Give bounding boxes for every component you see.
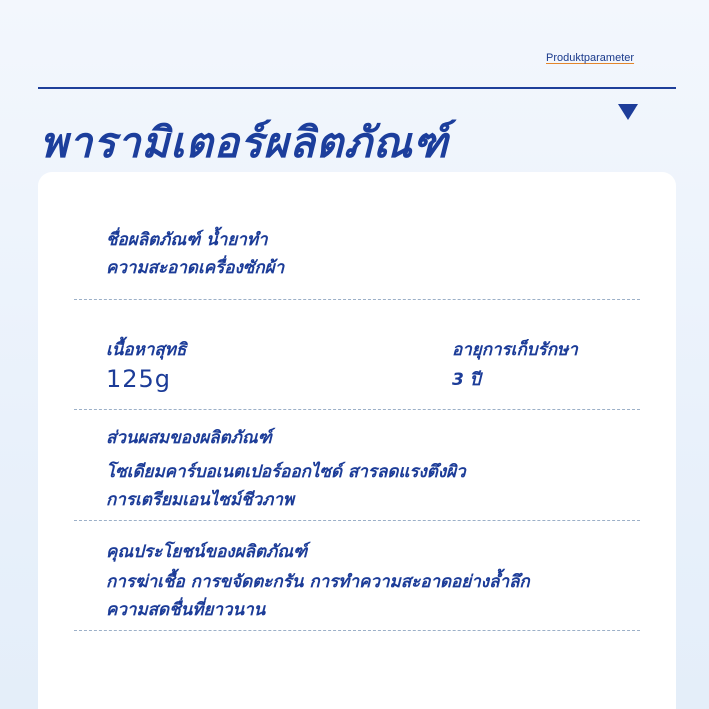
net-shelf-section	[106, 336, 678, 394]
divider	[74, 630, 640, 631]
shelf-life-column	[452, 336, 578, 394]
benefits-section	[106, 538, 678, 624]
header-rule	[38, 87, 676, 89]
ingredients-line2: การเตรียมเอนไซม์ชีวภาพ	[106, 490, 295, 510]
product-name-line1: ชื่อผลิตภัณฑ์ น้ำยาทำ	[106, 230, 268, 250]
parameter-card	[38, 172, 676, 709]
benefits-line1: การฆ่าเชื้อ การขจัดตะกรัน การทำความสะอาดอย่างล้ำลึก	[106, 572, 530, 592]
ingredients-section	[106, 424, 678, 514]
shelf-life-value: 3 ปี	[452, 370, 481, 390]
net-content-label: เนื้อหาสุทธิ	[106, 340, 187, 360]
product-name-section	[106, 226, 678, 282]
divider	[74, 409, 640, 410]
benefits-line2: ความสดชื่นที่ยาวนาน	[106, 600, 266, 620]
product-name-line2: ความสะอาดเครื่องซักผ้า	[106, 258, 285, 278]
net-content-value: 125g	[106, 365, 172, 393]
header-tag: Produktparameter	[546, 52, 635, 64]
ingredients-label: ส่วนผสมของผลิตภัณฑ์	[106, 428, 272, 448]
page-title: พารามิเตอร์ผลิตภัณฑ์	[40, 118, 449, 167]
triangle-down-icon	[618, 104, 638, 120]
divider	[74, 520, 640, 521]
divider	[74, 299, 640, 300]
ingredients-line1: โซเดียมคาร์บอเนตเปอร์ออกไซด์ สารลดแรงตึงผิว	[106, 462, 466, 482]
benefits-label: คุณประโยชน์ของผลิตภัณฑ์	[106, 542, 308, 562]
shelf-life-label: อายุการเก็บรักษา	[452, 340, 578, 360]
